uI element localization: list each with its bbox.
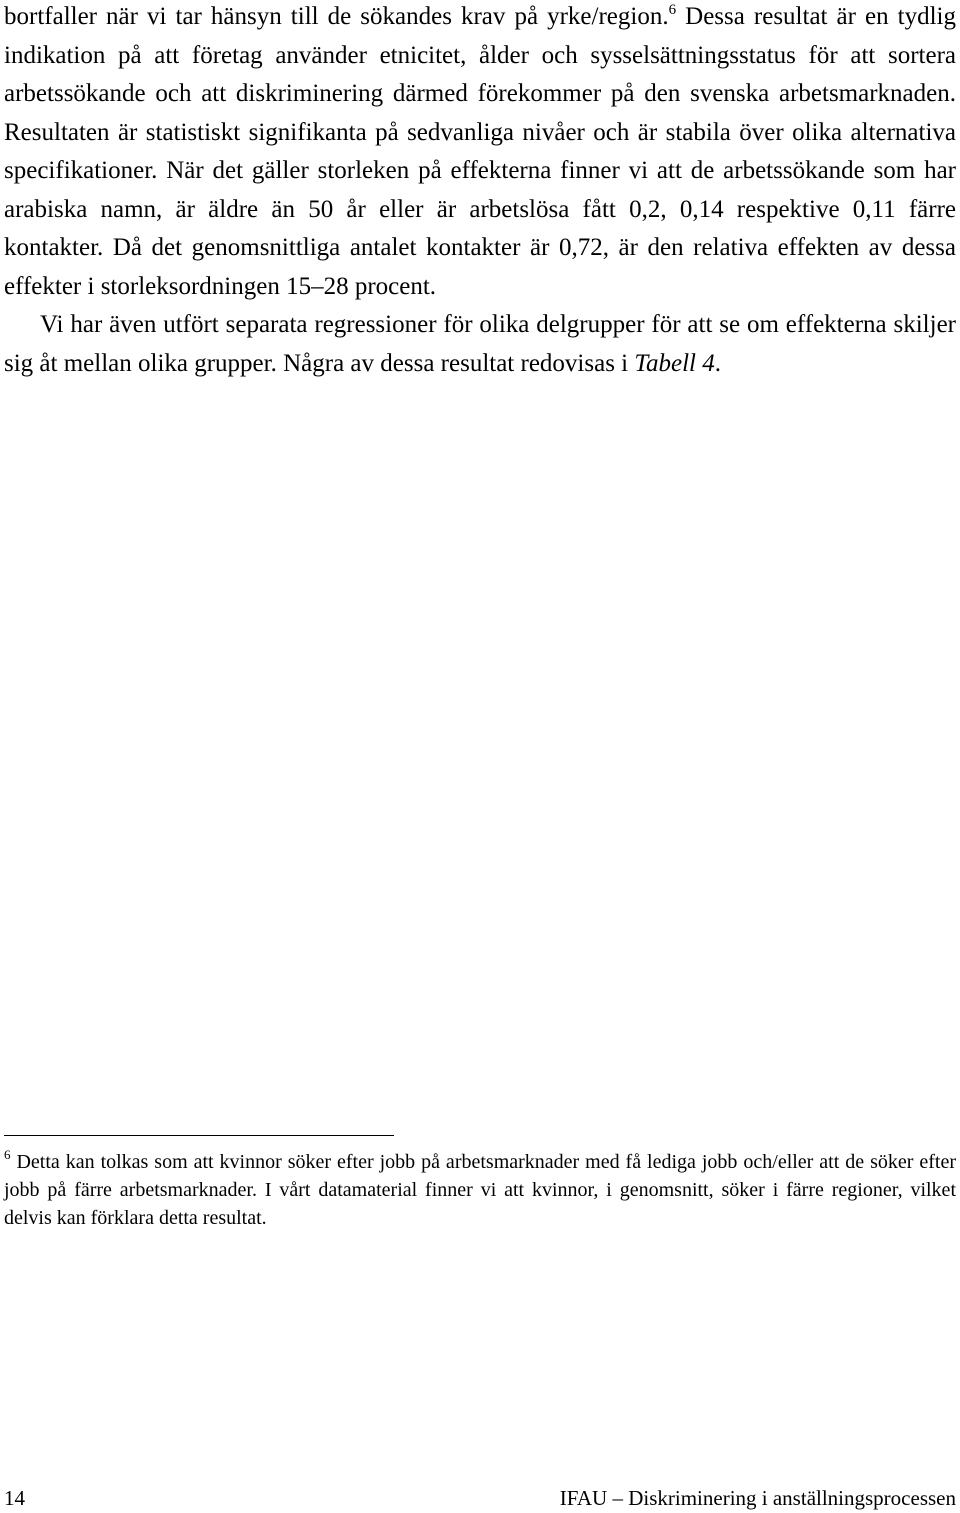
footnote-paragraph (4, 1148, 956, 1232)
table-reference: Tabell 4 (634, 349, 715, 377)
paragraph-end: . (714, 349, 721, 377)
footnote-text: Detta kan tolkas som att kvinnor söker efter jobb på arbetsmarknader med få lediga jobb och/eller att de söker efter jobb på färre arbetsmarknader. I vårt datamaterial finner vi att kvinnor, i genomsnitt, söker i färre regioner, vilket delvis kan förklara detta resultat. (4, 1151, 956, 1229)
paragraph (4, 306, 956, 383)
footnote-divider (4, 1135, 394, 1136)
paragraph-text: bortfaller när vi tar hänsyn till de sökandes krav på yrke/region. (4, 3, 669, 30)
page-number: 14 (4, 1486, 25, 1510)
footnote-number: 6 (4, 1147, 11, 1162)
running-header: IFAU – Diskriminering i anställningsprocessen (559, 1486, 956, 1510)
paragraph-text: Vi har även utfört separata regressioner för olika delgrupper för att se om effekterna skiljer sig åt mellan olika grupper. Några av dessa resultat redovisas i (4, 311, 956, 377)
paragraph-text: Dessa resultat är en tydlig indikation på att företag använder etnicitet, ålder och sysselsättningsstatus för att sortera arbetssökande och att diskriminering därmed förekommer på den svenska arbetsmarknaden. Resultaten är statistiskt signifikanta på sedvanliga nivåer och är stabila över olika alternativa specifikationer. När det gäller storleken på effekterna finner vi att de arbetssökande som har arabiska namn, är äldre än 50 år eller är arbetslösa fått 0,2, 0,14 respektive 0,11 färre kontakter. Då det genomsnittliga antalet kontakter är 0,72, är den relativa effekten av dessa effekter i storleksordningen 15–28 procent. (4, 3, 956, 300)
paragraph (4, 0, 956, 306)
body-text (4, 0, 956, 383)
footnote-reference[interactable]: 6 (668, 2, 677, 18)
footnote (4, 1148, 956, 1232)
